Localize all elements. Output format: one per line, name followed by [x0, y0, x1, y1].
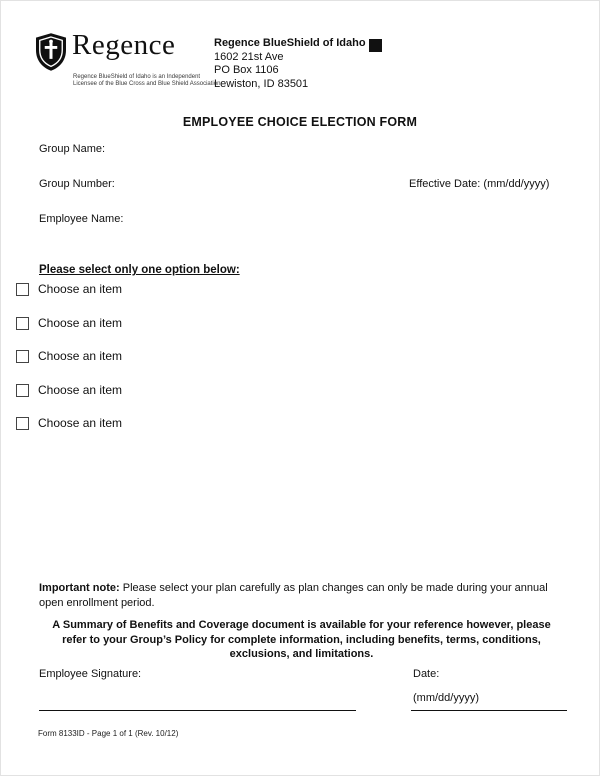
option-checkbox-5[interactable]: [16, 417, 29, 430]
group-name-label: Group Name:: [39, 143, 106, 155]
option-row-2: [16, 314, 122, 332]
logo-tagline: [73, 74, 223, 88]
option-label-1[interactable]: Choose an item: [38, 282, 123, 296]
date-line[interactable]: [411, 710, 567, 711]
option-label-3[interactable]: Choose an item: [38, 349, 123, 363]
option-row-5: [16, 414, 122, 432]
regence-logo-text: Regence: [72, 29, 176, 61]
important-note-text: Please select your plan carefully as plan changes can only be made during your annual open enrollment period.: [39, 582, 548, 609]
date-label: Date:: [413, 668, 440, 680]
regence-shield-icon: [36, 32, 66, 72]
address-line3: PO Box 1106: [214, 64, 279, 76]
summary-paragraph: A Summary of Benefits and Coverage document is available for your reference however, please refer to your Group’s Policy for complete information, including benefits, terms, conditions, exclusions, and limitations.: [52, 619, 551, 660]
option-checkbox-4[interactable]: [16, 384, 29, 397]
logo-tagline-line2: Licensee of the Blue Cross and Blue Shield Association: [73, 81, 221, 87]
option-label-2[interactable]: Choose an item: [38, 316, 123, 330]
effective-date-format: (mm/dd/yyyy): [483, 178, 550, 190]
employee-signature-label: Employee Signature:: [39, 668, 142, 680]
options-instruction: Please select only one option below:: [39, 264, 240, 276]
option-checkbox-2[interactable]: [16, 317, 29, 330]
employee-signature-line[interactable]: [39, 710, 356, 711]
effective-date-row: [409, 178, 549, 190]
option-label-4[interactable]: Choose an item: [38, 383, 123, 397]
option-row-4: [16, 381, 122, 399]
option-row-3: [16, 347, 122, 365]
option-row-1: [16, 280, 122, 298]
address-line4: Lewiston, ID 83501: [214, 77, 309, 90]
logo-tagline-line1: Regence BlueShield of Idaho is an Independent: [73, 74, 201, 80]
page-title: EMPLOYEE CHOICE ELECTION FORM: [182, 115, 418, 129]
company-address: [214, 37, 366, 91]
black-square-mark: [369, 39, 382, 52]
option-checkbox-1[interactable]: [16, 283, 29, 296]
employee-name-label: Employee Name:: [39, 213, 124, 225]
option-label-5[interactable]: Choose an item: [38, 416, 123, 430]
important-note-label: Important note:: [39, 582, 120, 594]
date-format: (mm/dd/yyyy): [413, 692, 479, 704]
form-footer: Form 8133ID - Page 1 of 1 (Rev. 10/12): [38, 729, 179, 738]
option-checkbox-3[interactable]: [16, 350, 29, 363]
group-number-label: Group Number:: [39, 178, 115, 190]
effective-date-label: Effective Date:: [409, 178, 481, 190]
address-line2: 1602 21st Ave: [214, 50, 284, 63]
important-note: [39, 581, 565, 610]
address-line1: Regence BlueShield of Idaho: [214, 37, 366, 49]
